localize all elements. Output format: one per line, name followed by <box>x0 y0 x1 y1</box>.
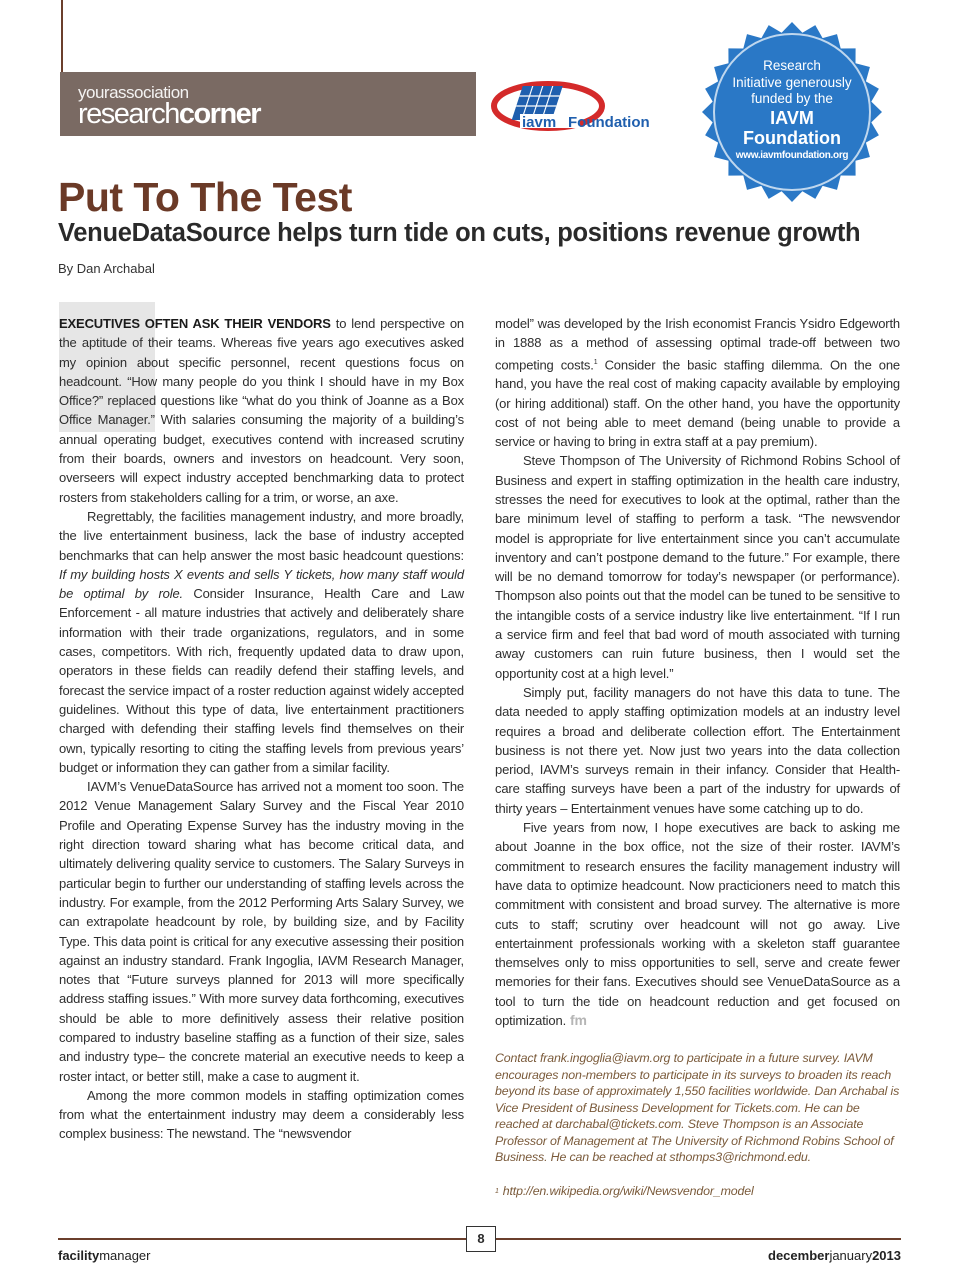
footnote-link[interactable]: http://en.wikipedia.org/wiki/Newsvendor_model <box>502 1183 754 1198</box>
iavm-foundation-logo <box>490 76 670 138</box>
byline: By Dan Archabal <box>58 261 155 276</box>
paragraph-8: Five years from now, I hope executives are back to asking me about Joanne in the box office, not the size of their roster. IAVM’s commitment to research ensures the facility management industry will have data to optimize headcount. Now practicioners need to match this commitment with consistent and broad survey. The alternative is more cuts to staff; scrutiny over headcount will not go away. Live entertainment professionals working with a skeleton staff guarantee themselves only to miss opportunities to sell, serve and create fewer memories for their fans. Executives should see VenueDataSource as a tool to turn the tide on headcount reduction and get focused on optimization. fm <box>495 820 900 1029</box>
paragraph-7: Simply put, facility managers do not have this data to tune. The data needed to apply staffing optimization models at an industry level requires a broad and deliberate collection effort. The Entertainment business is not there yet. Now just two years into the data collection period, IAVM’s surveys remain in their infancy. Consider that Health-care staffing surveys have been a part of the industry for upwards of thirty years – Entertainment venues have some catching up to do. <box>495 684 900 816</box>
seal-text <box>700 58 884 163</box>
paragraph-5: model” was developed by the Irish economist Francis Ysidro Edgeworth in 1888 as a method of assessing optimal trade-off between two competing costs.$^1$ Consider the basic staffing dilemma. On the one hand, you have the real cost of making capacity available by employing (or hiring additional) staff. On the other hand, you have the opportunity cost of not being able to meet demand (being unable to provide a service or having to bring in extra staff at a pay premium). <box>495 316 900 450</box>
column-left <box>59 314 464 1144</box>
seal-line-5: Foundation <box>743 127 841 148</box>
seal-line-2: Initiative generously <box>732 74 852 90</box>
banner-title: researchcorner <box>78 98 261 130</box>
seal-line-4: IAVM <box>770 107 814 128</box>
paragraph-1: EXECUTIVES OFTEN ASK THEIR VENDORS to lend perspective on the aptitude of their teams. Whereas five years ago executives asked my opinion about specific personnel, recent questions focus on headcount. “How many people do you think I should have in my Box Office?” replaced questions like “what do you think of Joanne as a Box Office Manager.” With salaries consuming the majority of a building’s annual operating budget, executives contend with increased scrutiny from their boards, owners and investors on headcount. Very soon, overseers will expect industry accepted benchmarking data to protect rosters from stakeholders calling for a trim, or worse, an axe. <box>59 316 464 505</box>
issue-date: decemberjanuary2013 <box>768 1248 901 1263</box>
paragraph-3: IAVM’s VenueDataSource has arrived not a moment too soon. The 2012 Venue Management Salary Survey and the Fiscal Year 2010 Profile and Operating Expense Survey has the industry moving in the right direction toward sharing what has become critical data, and ultimately delivering quality service to customers. The Salary Surveys in particular begin to further our understanding of staffing levels across the industry. For example, from the 2012 Performing Arts Salary Survey, we can extrapolate headcount by role, by building size, and by Facility Type. This data point is critical for any executive assessing their position against an industry standard. Frank Ingoglia, IAVM Research Manager, notes that “Future surveys planned for 2013 will more specifically address staffing issues.” With more survey data forthcoming, executives should be able to more definitively assess their relative position compared to industry baseline staffing as a function of their size, sales and industry type– the concrete material an executive needs to keep a roster intact, or better still, make a case to augment it. <box>59 779 464 1084</box>
paragraph-2: Regrettably, the facilities management industry, and more broadly, the live entertainment business, lack the base of industry accepted benchmarks that can help answer the most basic headcount questions: If my building hosts X events and sells Y tickets, how many staff would be optimal by role. Consider Insurance, Health Care and Law Enforcement - all mature industries that actively and deliberately share information with their trade organizations, regulators, and in some cases, competitors. With rich, frequently updated data to draw upon, operators in these fields can readily defend their staffing levels, and forecast the service impact of a roster reduction against widely accepted guidelines. Without this type of data, live entertainment practitioners charged with defending their staffing levels find themselves on their own, typically resorting to citing the staffing levels from previous years’ budget or information they can gather from a similar facility. <box>59 508 464 775</box>
logo-brand: iavm <box>522 114 557 131</box>
banner-kicker: yourassociation <box>78 83 189 102</box>
lead-in: EXECUTIVES OFTEN ASK THEIR VENDORS <box>59 316 331 331</box>
end-mark: fm <box>570 1012 587 1029</box>
magazine-name: facilitymanager <box>58 1248 151 1263</box>
seal-line-1: Research <box>763 58 821 73</box>
paragraph-6: Steve Thompson of The University of Richmond Robins School of Business and expert in staffing optimization in the health care industry, stresses the need for executives to look at the optimal, rather than the bare minimum level of staffing to perform a task. “The newsvendor model is appropriate for live entertainment since you can’t accumulate inventory and can’t postpone demand to the future.” For example, there will be no demand tomorrow for today’s newspaper (or performance). Thompson also points out that the model can be tuned to be sensitive to the intangible costs of a service industry like live entertainment. “If I run a service firm and feel that bad word of mouth associated with turning away customers can ruin future business, then I would set the opportunity cost at a high level.” <box>495 453 900 681</box>
column-right <box>495 314 900 1201</box>
logo-word: Foundation <box>568 114 650 131</box>
article-subtitle: VenueDataSource helps turn tide on cuts, positions revenue growth <box>58 219 861 247</box>
seal-line-3: funded by the <box>751 91 833 106</box>
footnote: $^1$ http://en.wikipedia.org/wiki/Newsvendor_model <box>495 1183 754 1198</box>
header-rule <box>61 0 63 72</box>
seal-url: www.iavmfoundation.org <box>735 149 849 161</box>
paragraph-4: Among the more common models in staffing optimization comes from what the entertainment industry may deem a considerably less complex business: The newstand. The “newsvendor <box>59 1087 464 1142</box>
section-banner <box>60 72 476 136</box>
contact-note: Contact frank.ingoglia@iavm.org to participate in a future survey. IAVM encourages non-members to participate in its surveys to broaden its reach beyond its base of approximately 1,550 facilities worldwide. Dan Archabal is Vice President of Business Development for Tickets.com. He can be reached at darchabal@tickets.com. Steve Thompson is an Associate Professor of Management at The University of Richmond Robins School of Business. He can be reached at sthomps3@richmond.edu. <box>495 1051 900 1165</box>
article-title: Put To The Test <box>58 174 352 220</box>
page-number: 8 <box>466 1226 496 1252</box>
